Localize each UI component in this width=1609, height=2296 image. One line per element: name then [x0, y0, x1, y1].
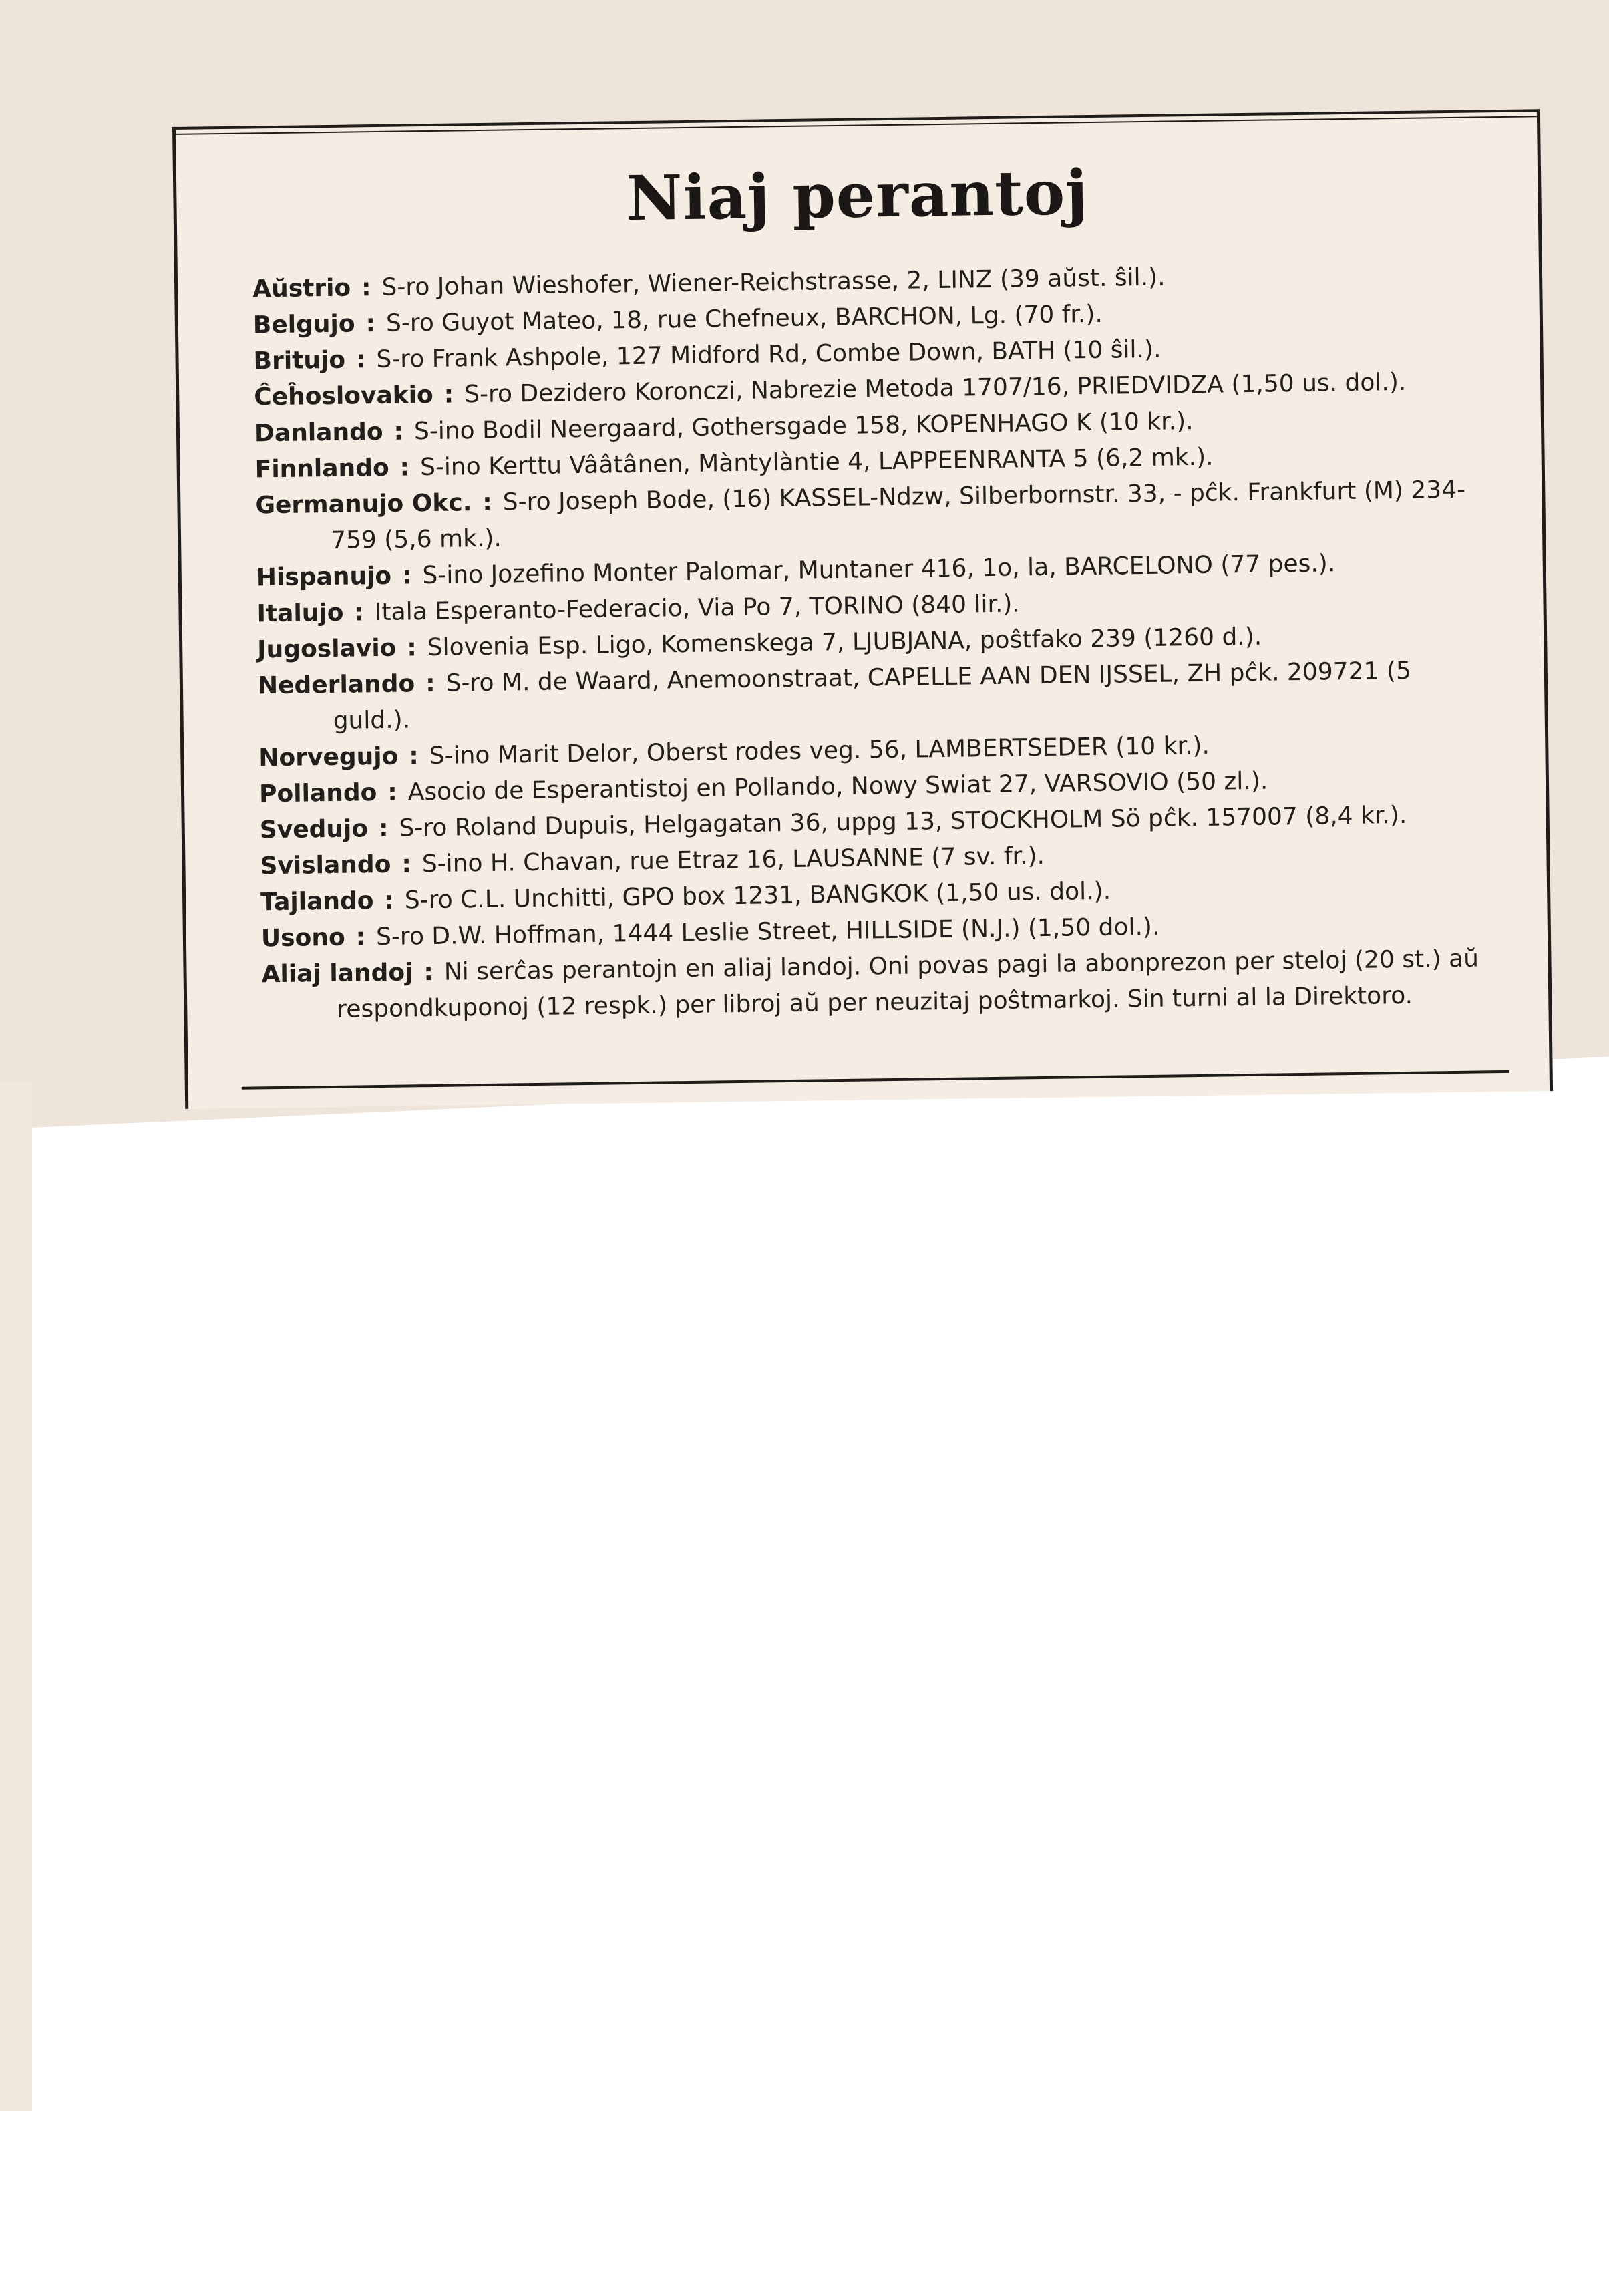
separator: :	[355, 923, 366, 951]
separator: :	[482, 488, 493, 516]
separator: :	[401, 562, 412, 590]
entry-text: Ni serĉas perantojn en aliaj landoj. Oni povas pagi la abonprezon per steloj (20 st.) aŭ respondkuponoj (12 respk.) per libroj aŭ per neuzitaj poŝtmarkoj. Sin turni al la Direktoro.	[337, 945, 1479, 1023]
entry-text: S-ino Kerttu Vââtânen, Màntylàntie 4, LAPPEENRANTA 5 (6,2 mk.).	[419, 443, 1214, 482]
separator: :	[354, 599, 365, 627]
country-name: Aliaj landoj	[261, 959, 413, 989]
country-name: Nederlando	[257, 670, 415, 700]
country-name: Finnlando	[254, 454, 389, 484]
entry-text: Itala Esperanto-Federacio, Via Po 7, TORINO (840 lir.).	[374, 590, 1021, 627]
separator: :	[443, 381, 454, 409]
entry-text: S-ro D.W. Hoffman, 1444 Leslie Street, HILLSIDE (N.J.) (1,50 dol.).	[375, 913, 1160, 951]
separator: :	[399, 454, 410, 482]
entry-text: Asocio de Esperantistoj en Pollando, Nowy Swiat 27, VARSOVIO (50 zl.).	[407, 767, 1268, 806]
page-title: Niaj perantoj	[625, 156, 1089, 235]
country-name: Belgujo	[252, 310, 355, 339]
entry-text: S-ro M. de Waard, Anemoonstraat, CAPELLE AAN DEN IJSSEL, ZH pĉk. 209721 (5 guld.).	[333, 657, 1412, 735]
entry-text: S-ino Jozefino Monter Palomar, Muntaner 416, 1o, la, BARCELONO (77 pes.).	[422, 550, 1336, 590]
entry-text: S-ino Marit Delor, Oberst rodes veg. 56, LAMBERTSEDER (10 kr.).	[429, 731, 1210, 770]
country-name: Britujo	[253, 346, 346, 375]
separator: :	[387, 778, 397, 806]
entry-text: S-ro Dezidero Koronczi, Nabrezie Metoda 1707/16, PRIEDVIDZA (1,50 us. dol.).	[464, 368, 1407, 409]
entry-text: S-ro Frank Ashpole, 127 Midford Rd, Combe Down, BATH (10 ŝil.).	[376, 335, 1161, 374]
country-name: Norvegujo	[258, 742, 399, 772]
separator: :	[378, 814, 389, 843]
entry-text: S-ro Guyot Mateo, 18, rue Chefneux, BARCHON, Lg. (70 fr.).	[385, 300, 1103, 337]
list-item	[261, 941, 1497, 1029]
country-name: Aŭstrio	[252, 274, 351, 303]
bordered-notice-box	[172, 109, 1553, 1109]
entry-text: S-ro Roland Dupuis, Helgagatan 36, uppg 13, STOCKHOLM Sö pĉk. 157007 (8,4 kr.).	[399, 801, 1407, 842]
separator: :	[365, 310, 376, 338]
entry-text: Slovenia Esp. Ligo, Komenskega 7, LJUBJANA, poŝtfako 239 (1260 d.).	[427, 623, 1262, 662]
separator: :	[423, 958, 434, 987]
country-name: Italujo	[256, 599, 344, 628]
country-name: Svedujo	[259, 815, 369, 844]
separator: :	[384, 886, 395, 915]
country-name: Svislando	[260, 850, 391, 880]
entry-text: S-ino H. Chavan, rue Etraz 16, LAUSANNE (7 sv. fr.).	[421, 842, 1045, 878]
separator: :	[425, 669, 435, 698]
country-name: Tajlando	[260, 887, 374, 917]
entry-text: S-ro Joseph Bode, (16) KASSEL-Ndzw, Silberbornstr. 33, - pĉk. Frankfurt (M) 234-759 (5,6 mk.).	[330, 476, 1466, 554]
separator: :	[393, 418, 404, 446]
separator: :	[407, 634, 417, 662]
separator: :	[409, 742, 419, 770]
country-name: Jugoslavio	[256, 634, 397, 664]
separator: :	[355, 346, 366, 374]
country-name: Danlando	[254, 418, 383, 448]
country-name: Pollando	[258, 779, 377, 808]
entry-text: S-ro C.L. Unchitti, GPO box 1231, BANGKOK (1,50 us. dol.).	[404, 877, 1111, 915]
entry-text: S-ino Bodil Neergaard, Gothersgade 158, KOPENHAGO K (10 kr.).	[413, 407, 1194, 446]
entry-text: S-ro Johan Wieshofer, Wiener-Reichstrasse, 2, LINZ (39 aŭst. ŝil.).	[381, 263, 1166, 301]
representative-list	[252, 255, 1498, 1029]
country-name: Ĉeĥoslovakio	[254, 381, 434, 412]
country-name: Hispanujo	[256, 562, 392, 592]
paper-edge-strip	[0, 1082, 32, 2111]
box-bottom-rule	[242, 1070, 1509, 1090]
country-name: Usono	[260, 923, 345, 953]
separator: :	[361, 274, 371, 302]
country-name: Germanujo Okc.	[255, 489, 472, 520]
separator: :	[401, 850, 412, 878]
